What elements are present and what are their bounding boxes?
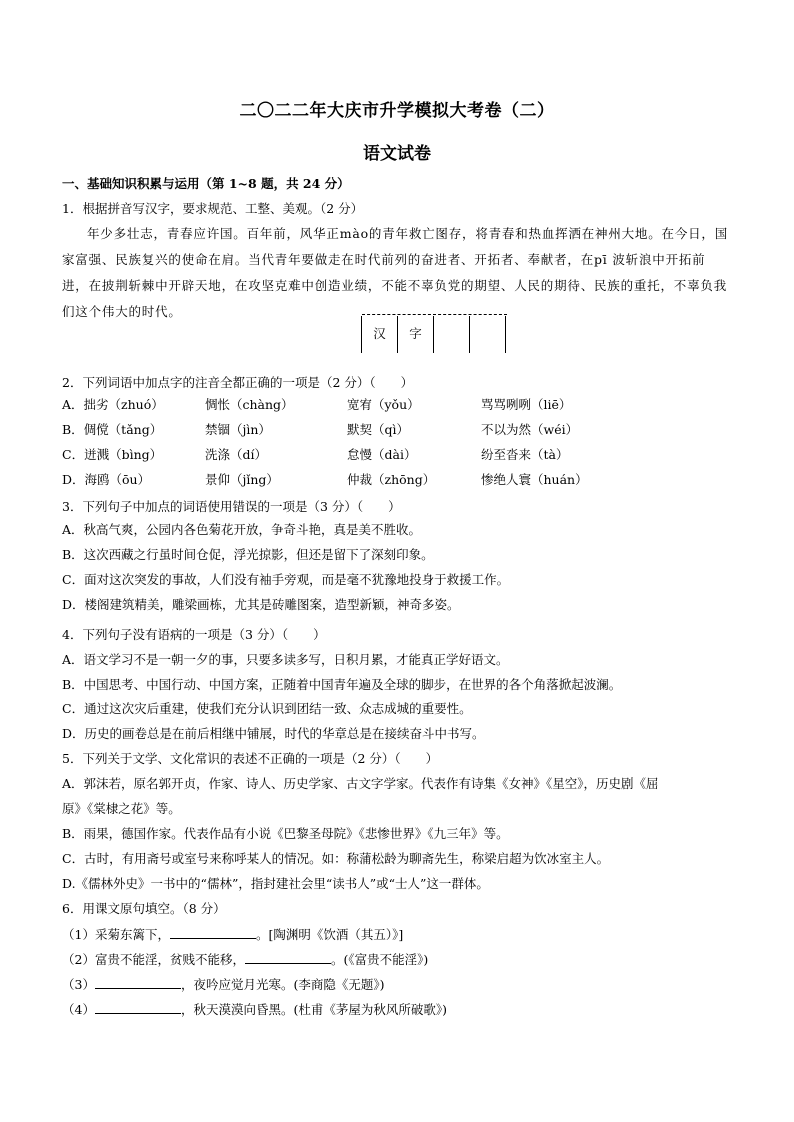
q4-option-d[interactable]: D．历史的画卷总是在前后相继中铺展，时代的华章总是在接续奋斗中书写。 [62, 726, 485, 741]
q6-item-3 [62, 975, 384, 994]
q2-option-a3: 宽宥（yǒu） [347, 397, 420, 412]
q6-item-prefix: （3） [62, 977, 95, 992]
grid-cell[interactable] [398, 316, 434, 353]
q2-option-d1[interactable]: D．海鸥（ōu） [62, 472, 151, 487]
q2-option-a4: 骂骂咧咧（liē） [481, 397, 572, 412]
fill-blank[interactable] [170, 925, 256, 939]
q6-item-2 [62, 950, 428, 969]
q6-item-suffix: ，夜吟应觉月光寒。(李商隐《无题》) [180, 977, 385, 992]
q2-option-b1[interactable]: B．倜傥（tǎng） [62, 422, 163, 437]
q4-option-a[interactable]: A．语文学习不是一朝一夕的事，只要多读多写，日积月累，才能真正学好语文。 [62, 652, 509, 667]
q5-stem: 5．下列关于文学、文化常识的表述不正确的一项是（2 分）（ ） [62, 751, 439, 766]
q2-option-d2: 景仰（jǐng） [205, 472, 279, 487]
q4-stem: 4．下列句子没有语病的一项是（3 分）（ ） [62, 627, 326, 642]
q1-passage: 年少多壮志，青春应许国。百年前，风华正mào的青年救亡图存，将青春和热血挥洒在神州大地。在今日，国家富强、民族复兴的使命在肩。当代青年要做走在时代前列的奋进者、开拓者、奉献者，在pī 波斩浪中开拓前进，在披荆斩棘中开辟天地，在攻坚克难中创造业绩，不能不辜负党的期望、人民的期待、民族的重托，不辜负我们这个伟大的时代。 [62, 226, 729, 319]
q6-stem: 6．用课文原句填空。（8 分） [62, 901, 226, 916]
q3-option-b[interactable]: B．这次西藏之行虽时间仓促，浮光掠影，但还是留下了深刻印象。 [62, 547, 434, 562]
grid-cell[interactable] [470, 316, 506, 353]
q2-option-d4: 惨绝人寰（huán） [481, 472, 588, 487]
q2-option-b4: 不以为然（wéi） [481, 422, 579, 437]
section-heading: 一、基础知识积累与运用（第 1~8 题，共 24 分） [62, 176, 350, 191]
q3-option-c[interactable]: C．面对这次突发的事故，人们没有袖手旁观，而是毫不犹豫地投身于救援工作。 [62, 572, 510, 587]
grid-label: 汉 [373, 326, 386, 341]
grid-top-line [362, 314, 507, 315]
q6-item-suffix: 。[陶渊明《饮酒（其五）》] [255, 927, 404, 942]
q3-option-d[interactable]: D．楼阁建筑精美，雕梁画栋，尤其是砖雕图案，造型新颖，神奇多姿。 [62, 597, 460, 612]
exam-title: 二〇二二年大庆市升学模拟大考卷（二） [239, 101, 555, 121]
q2-option-b2: 禁锢（jìn） [205, 422, 271, 437]
q6-item-1 [62, 925, 403, 944]
exam-subtitle: 语文试卷 [363, 144, 431, 164]
q2-stem: 2．下列词语中加点字的注音全都正确的一项是（2 分）（ ） [62, 375, 414, 390]
q2-option-a2: 惆怅（chàng） [205, 397, 294, 412]
answer-grid [361, 316, 507, 353]
q5-option-c[interactable]: C．古时，有用斋号或室号来称呼某人的情况。如：称蒲松龄为聊斋先生，称梁启超为饮冰室主人。 [62, 851, 610, 866]
q2-option-b3: 默契（qì） [347, 422, 409, 437]
q6-item-prefix: （4） [62, 1002, 95, 1017]
q5-option-d[interactable]: D.《儒林外史》一书中的“儒林”，指封建社会里“读书人”或“士人”这一群体。 [62, 876, 489, 891]
q2-option-a1[interactable]: A．拙劣（zhuó） [62, 397, 164, 412]
q4-option-b[interactable]: B．中国思考、中国行动、中国方案，正随着中国青年遍及全球的脚步，在世界的各个角落掀起波澜。 [62, 677, 622, 692]
grid-cell[interactable] [362, 316, 398, 353]
grid-cell[interactable] [434, 316, 470, 353]
q6-item-prefix: （2）富贵不能淫，贫贱不能移， [62, 952, 245, 967]
q5-option-b[interactable]: B．雨果，德国作家。代表作品有小说《巴黎圣母院》《悲惨世界》《九三年》等。 [62, 826, 509, 841]
q3-stem: 3．下列句子中加点的词语使用错误的一项是（3 分）（ ） [62, 499, 401, 514]
q5-option-a[interactable]: A．郭沫若，原名郭开贞，作家、诗人、历史学家、古文字学家。代表作有诗集《女神》《星空》，历史剧《屈 [62, 776, 659, 791]
fill-blank[interactable] [245, 950, 331, 964]
fill-blank[interactable] [95, 975, 181, 989]
q5-option-a-cont: 原》《棠棣之花》等。 [62, 801, 181, 816]
q1-stem: 1．根据拼音写汉字，要求规范、工整、美观。（2 分） [62, 201, 364, 216]
q6-item-4 [62, 1000, 447, 1019]
q2-option-c3: 怠慢（dài） [347, 447, 417, 462]
q2-option-d3: 仲裁（zhōng） [347, 472, 436, 487]
q6-item-suffix: 。(《富贵不能淫》) [330, 952, 429, 967]
q2-option-c2: 洗涤（dí） [205, 447, 267, 462]
fill-blank[interactable] [95, 1000, 181, 1014]
q4-option-c[interactable]: C．通过这次灾后重建，使我们充分认识到团结一致、众志成城的重要性。 [62, 701, 472, 716]
q3-option-a[interactable]: A．秋高气爽，公园内各色菊花开放，争奇斗艳，真是美不胜收。 [62, 522, 422, 537]
q6-item-prefix: （1）采菊东篱下， [62, 927, 170, 942]
grid-label: 字 [409, 326, 422, 341]
q6-item-suffix: ，秋天漠漠向昏黑。(杜甫《茅屋为秋风所破歌》) [180, 1002, 447, 1017]
q2-option-c4: 纷至沓来（tà） [481, 447, 569, 462]
q2-option-c1[interactable]: C．迸溅（bìng） [62, 447, 163, 462]
